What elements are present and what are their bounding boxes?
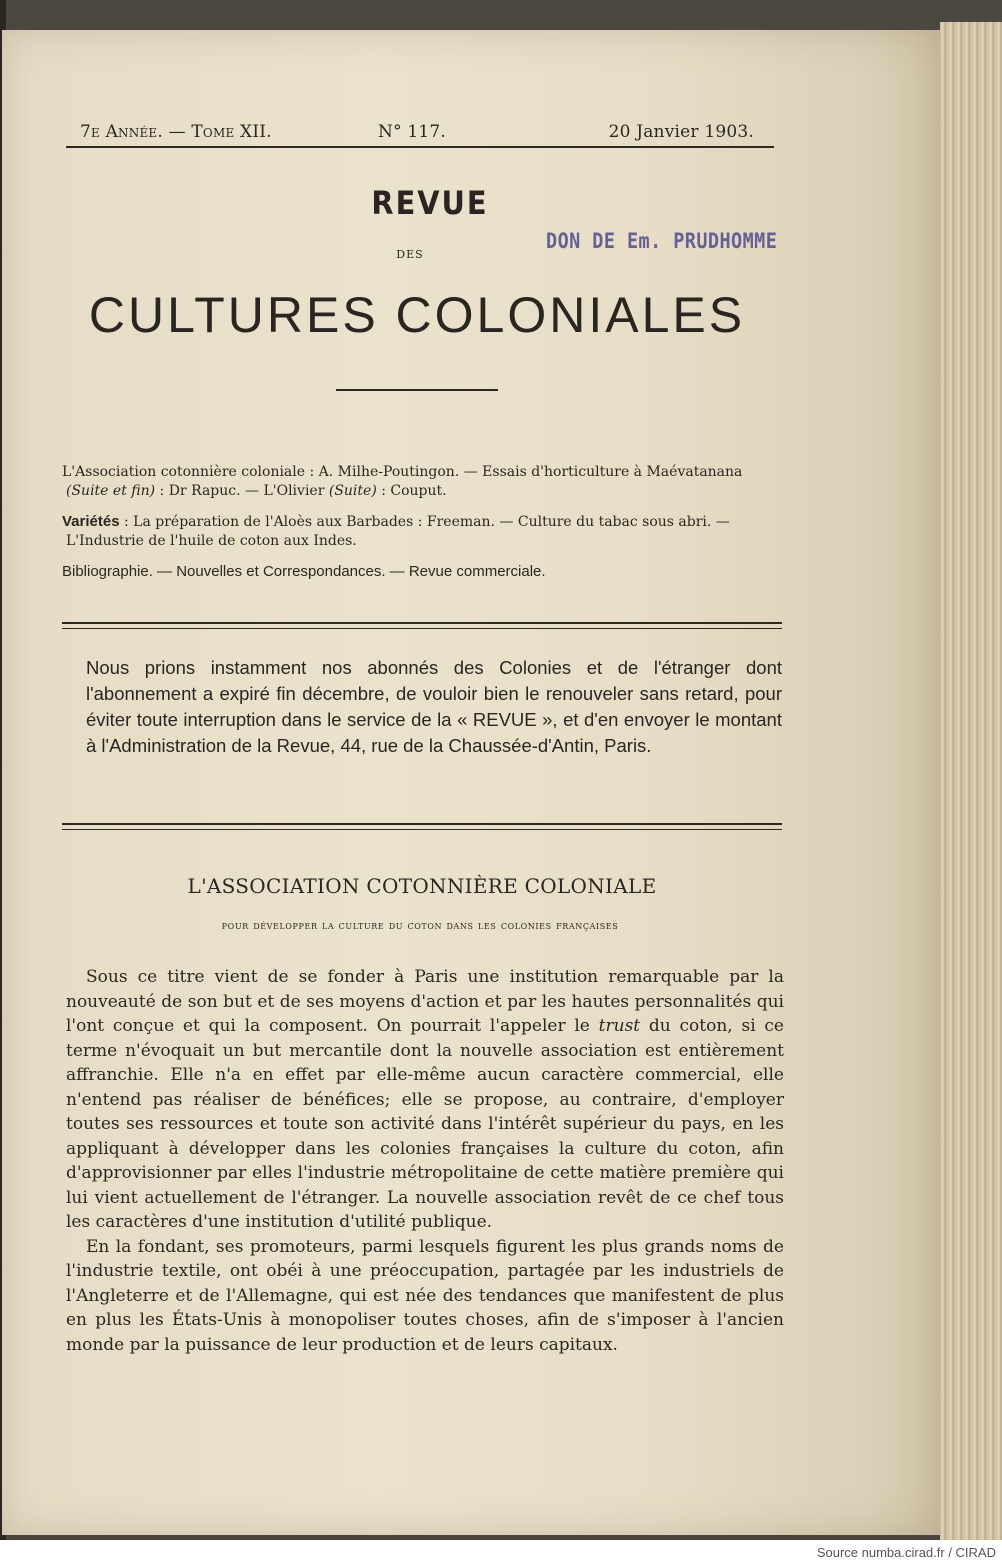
toc-couput: : Couput.	[376, 483, 447, 499]
toc-line-1a: L'Association cotonnière coloniale : A. Milhe-Poutingon. — Essais d'horticulture à Maévatanana	[62, 464, 743, 480]
donation-stamp: DON DE Em. PRUDHOMME	[546, 229, 778, 253]
paragraph-1-start: Sous ce titre vient de se fonder à Paris une institution remarquable par la nouveauté de son but et de ses moyens d'action et par les hautes personnalités qui l'ont conçue et qui la composent. On pourrait l'appeler le	[66, 967, 784, 1036]
toc-varietes-line	[62, 512, 786, 532]
toc-line-1b	[62, 482, 786, 501]
header-year-tome: 7e Année. — Tome XII.	[80, 122, 272, 142]
double-rule-top	[62, 622, 782, 629]
toc-varietes	[62, 512, 786, 551]
article-title: L'ASSOCIATION COTONNIÈRE COLONIALE	[187, 874, 657, 898]
toc-bibliographie	[62, 562, 786, 582]
notice-text: Nous prions instamment nos abonnés des Colonies et de l'étranger dont l'abonnement a expiré fin décembre, de vouloir bien le renouveler sans retard, pour éviter toute interruption dans le service de la « REVUE », et d'en envoyer le montant à l'Administration de la Revue, 44, rue de la Chaussée-d'Antin, Paris.	[86, 657, 782, 756]
masthead-rule	[336, 389, 498, 391]
toc-rapuc: : Dr Rapuc. — L'Olivier	[155, 483, 329, 499]
header-issue-number: N° 117.	[378, 122, 447, 142]
subscription-notice	[86, 655, 782, 759]
paragraph-1-end: du coton, si ce terme n'évoquait un but mercantile dont la nouvelle association est entièrement affranchie. Elle n'a en effet par elle-même aucun caractère commercial, elle n'entend pas réaliser de bénéfices; elle se propose, au contraire, d'employer toutes ses ressources et toute son activité dans l'intérêt supérieur du pays, en les appliquant à développer dans les colonies françaises la culture du coton, afin d'approvisionner par elles l'industrie métropolitaine de cette matière première qui lui vient actuellement de l'étranger. La nouvelle association revêt de ce chef tous les caractères d'une institution d'utilité publique.	[66, 1016, 784, 1232]
article-paragraph-2: En la fondant, ses promoteurs, parmi lesquels figurent les plus grands noms de l'industrie textile, ont obéi à une préoccupation, partagée par les industriels de l'Angleterre et de l'Allemagne, qui est née des tendances que manifestent de plus en plus les États-Unis à monopoliser toutes choses, afin de s'imposer à l'ancien monde par la puissance de leur production et de leurs capitaux.	[66, 1236, 784, 1355]
masthead-revue: REVUE	[371, 184, 489, 222]
issue-header	[66, 122, 774, 148]
article-body	[66, 965, 784, 1357]
double-rule-bottom	[62, 823, 782, 830]
toc-varietes-text: : La préparation de l'Aloès aux Barbades : Freeman. — Culture du tabac sous abri. —	[119, 514, 730, 530]
toc-suite-fin: (Suite et fin)	[66, 483, 156, 499]
toc-line-1	[62, 463, 786, 501]
scan-top-strip	[0, 0, 1002, 30]
source-credit: Source numba.cirad.fr / CIRAD	[816, 1545, 996, 1560]
toc-varietes-line-2: L'Industrie de l'huile de coton aux Indes.	[66, 533, 357, 549]
article-subtitle: pour développer la culture du coton dans les colonies françaises	[221, 918, 619, 932]
header-date: 20 Janvier 1903.	[608, 122, 754, 142]
masthead-title: CULTURES COLONIALES	[88, 287, 746, 343]
masthead-des: DES	[396, 248, 424, 261]
toc-varietes-label: Variétés	[62, 513, 120, 530]
toc-suite: (Suite)	[328, 483, 377, 499]
page-edges	[940, 22, 1002, 1540]
word-trust: trust	[598, 1016, 641, 1036]
toc-bibliographie-text: Bibliographie. — Nouvelles et Correspondances. — Revue commerciale.	[62, 563, 546, 580]
article-paragraph-1	[66, 965, 784, 1235]
